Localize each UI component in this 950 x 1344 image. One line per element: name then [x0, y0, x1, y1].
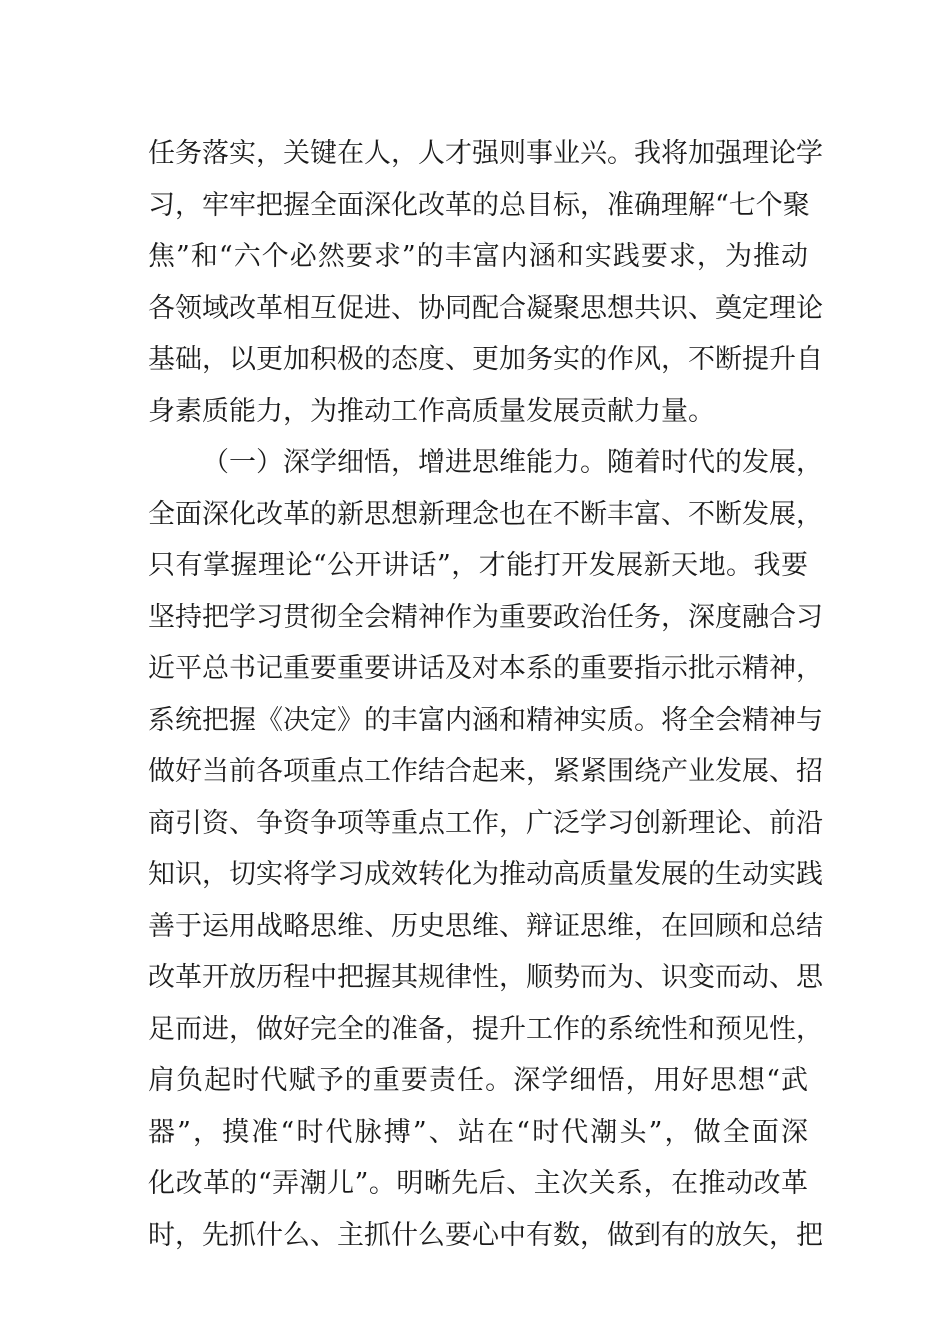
body-text: [148, 128, 823, 1261]
section-heading-line: （一）深学细悟，增进思维能力。随着时代的发展，: [202, 447, 823, 478]
paragraph-line: 商引资、争资争项等重点工作，广泛学习创新理论、前沿: [148, 807, 823, 839]
paragraph-line: 焦”和“六个必然要求”的丰富内涵和实践要求，为推动: [148, 241, 808, 272]
paragraph-line: 系统把握《决定》的丰富内涵和精神实质。将全会精神与: [148, 704, 823, 736]
paragraph-line: 改革开放历程中把握其规律性，顺势而为、识变而动、思: [148, 962, 823, 993]
paragraph-line: 基础，以更加积极的态度、更加务实的作风，不断提升自: [148, 344, 823, 375]
paragraph-line: 善于运用战略思维、历史思维、辩证思维，在回顾和总结: [148, 910, 823, 942]
paragraph-line: 做好当前各项重点工作结合起来，紧紧围绕产业发展、招: [148, 756, 823, 787]
paragraph-line: 坚持把学习贯彻全会精神作为重要政治任务，深度融合习: [148, 601, 823, 633]
paragraph-line: 足而进，做好完全的准备，提升工作的系统性和预见性，: [148, 1013, 823, 1045]
paragraph-line: 身素质能力，为推动工作高质量发展贡献力量。: [148, 395, 715, 427]
paragraph-line: 习，牢牢把握全面深化改革的总目标，准确理解“七个聚: [148, 189, 810, 221]
paragraph-line: 任务落实，关键在人，人才强则事业兴。我将加强理论学: [148, 138, 823, 169]
paragraph-line: 器”，摸准“时代脉搏”、站在“时代潮头”，做全面深: [148, 1116, 808, 1148]
paragraph-line: 全面深化改革的新思想新理念也在不断丰富、不断发展，: [148, 498, 823, 530]
paragraph-line: 只有掌握理论“公开讲话”，才能打开发展新天地。我要: [148, 550, 808, 581]
paragraph-line: 各领域改革相互促进、协同配合凝聚思想共识、奠定理论: [148, 292, 823, 324]
paragraph-line: 时，先抓什么、主抓什么要心中有数，做到有的放矢，把: [148, 1219, 823, 1251]
paragraph-line: 近平总书记重要重要讲话及对本系的重要指示批示精神，: [148, 653, 823, 684]
paragraph-line: 化改革的“弄潮儿”。明晰先后、主次关系，在推动改革: [148, 1168, 808, 1199]
paragraph-line: 肩负起时代赋予的重要责任。深学细悟，用好思想“武: [148, 1065, 808, 1096]
paragraph-line: 知识，切实将学习成效转化为推动高质量发展的生动实践: [148, 859, 823, 890]
